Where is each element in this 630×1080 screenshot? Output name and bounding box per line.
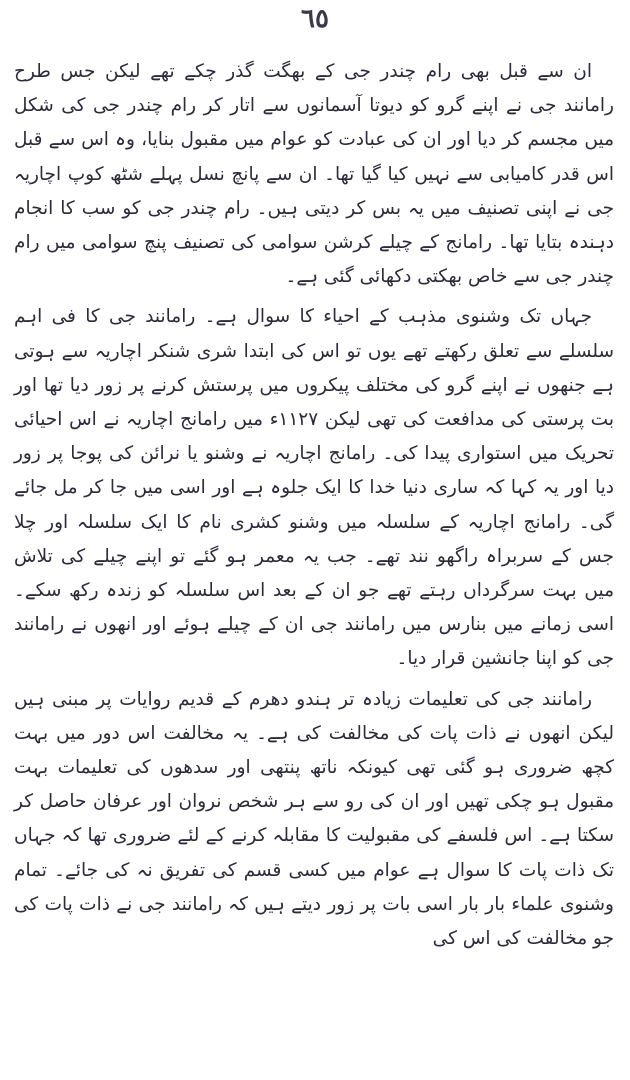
paragraph-3: رامانند جی کی تعلیمات زیادہ تر ہندو دھرم کے قدیم روایات پر مبنی ہیں لیکن انھوں نے ذات پات کی مخالفت کی ہے۔ یہ مخالفت اس دور میں بہت کچھ ضروری ہو گئی تھی کیونکہ ناتھ پنتھی اور سدھوں کی تعلیمات بہت مقبول ہو چکی تھیں اور ان کی رو سے ہر شخص نروان اور عرفان حاصل کر سکتا ہے۔ اس فلسفے کی مقبولیت کا مقابلہ کرنے کے لئے ضروری تھا کہ جہاں تک ذات پات کا سوال ہے عوام میں کسی قسم کی تفریق نہ کی جائے۔ تمام وشنوی علماء بار بار اسی بات پر زور دیتے ہیں کہ رامانند جی نے ذات پات کی جو مخالفت کی اس کی [14, 688, 614, 950]
paragraph-1: ان سے قبل بھی رام چندر جی کے بھگت گذر چکے تھے لیکن جس طرح رامانند جی نے اپنے گرو کو دیوتا آسمانوں سے اتار کر رام چندر جی کی شکل میں مجسم کر دیا اور ان کی عبادت کو عوام میں مقبول بنایا، وہ اس سے قبل اس قدر کامیابی سے نہیں کیا گیا تھا۔ ان سے پانچ نسل پہلے شٹھ کوپ اچاریہ جی نے اپنی تصنیف میں یہ بس کر دیتی ہیں۔ رام چندر جی کو سب کا انجام دہندہ بتایا تھا۔ رامانج کے چیلے کرشن سوامی کی تصنیف پنچ سوامی میں رام چندر جی سے خاص بھکتی دکھائی گئی ہے۔ [14, 61, 614, 288]
page-number: ٦٥ [301, 4, 329, 34]
page-body [14, 55, 614, 956]
paragraph-2: جہاں تک وشنوی مذہب کے احیاء کا سوال ہے۔ رامانند جی کا فی اہم سلسلے سے تعلق رکھتے تھے یوں تو اس کی ابتدا شری شنکر اچاریہ سے ہوتی ہے جنھوں نے اپنے گرو کی مختلف پیکروں میں پرستش کرنے پر زور دیا تھا اور بت پرستی کی مدافعت کی تھی لیکن ۱۱۲۷ء میں رامانج اچاریہ نے اس احیائی تحریک میں استواری پیدا کی۔ رامانج اچاریہ نے وشنو یا نرائن کی پوجا پر زور دیا اور یہ کہا کہ ساری دنیا خدا کا ایک جلوہ ہے اور اسی میں جا کر مل جائے گی۔ رامانج اچاریہ کے سلسلہ میں وشنو کشری نام کا ایک سلسلہ اور چلا جس کے سربراہ راگھو نند تھے۔ جب یہ معمر ہو گئے تو اپنے چیلے کی تلاش میں بہت سرگرداں رہتے تھے جو ان کے بعد اس سلسلہ کو زندہ رکھ سکے۔ اسی زمانے میں بنارس میں رامانند جی ان کے چیلے ہوئے اور انھوں نے رامانند جی کو اپنا جانشین قرار دیا۔ [14, 306, 614, 670]
